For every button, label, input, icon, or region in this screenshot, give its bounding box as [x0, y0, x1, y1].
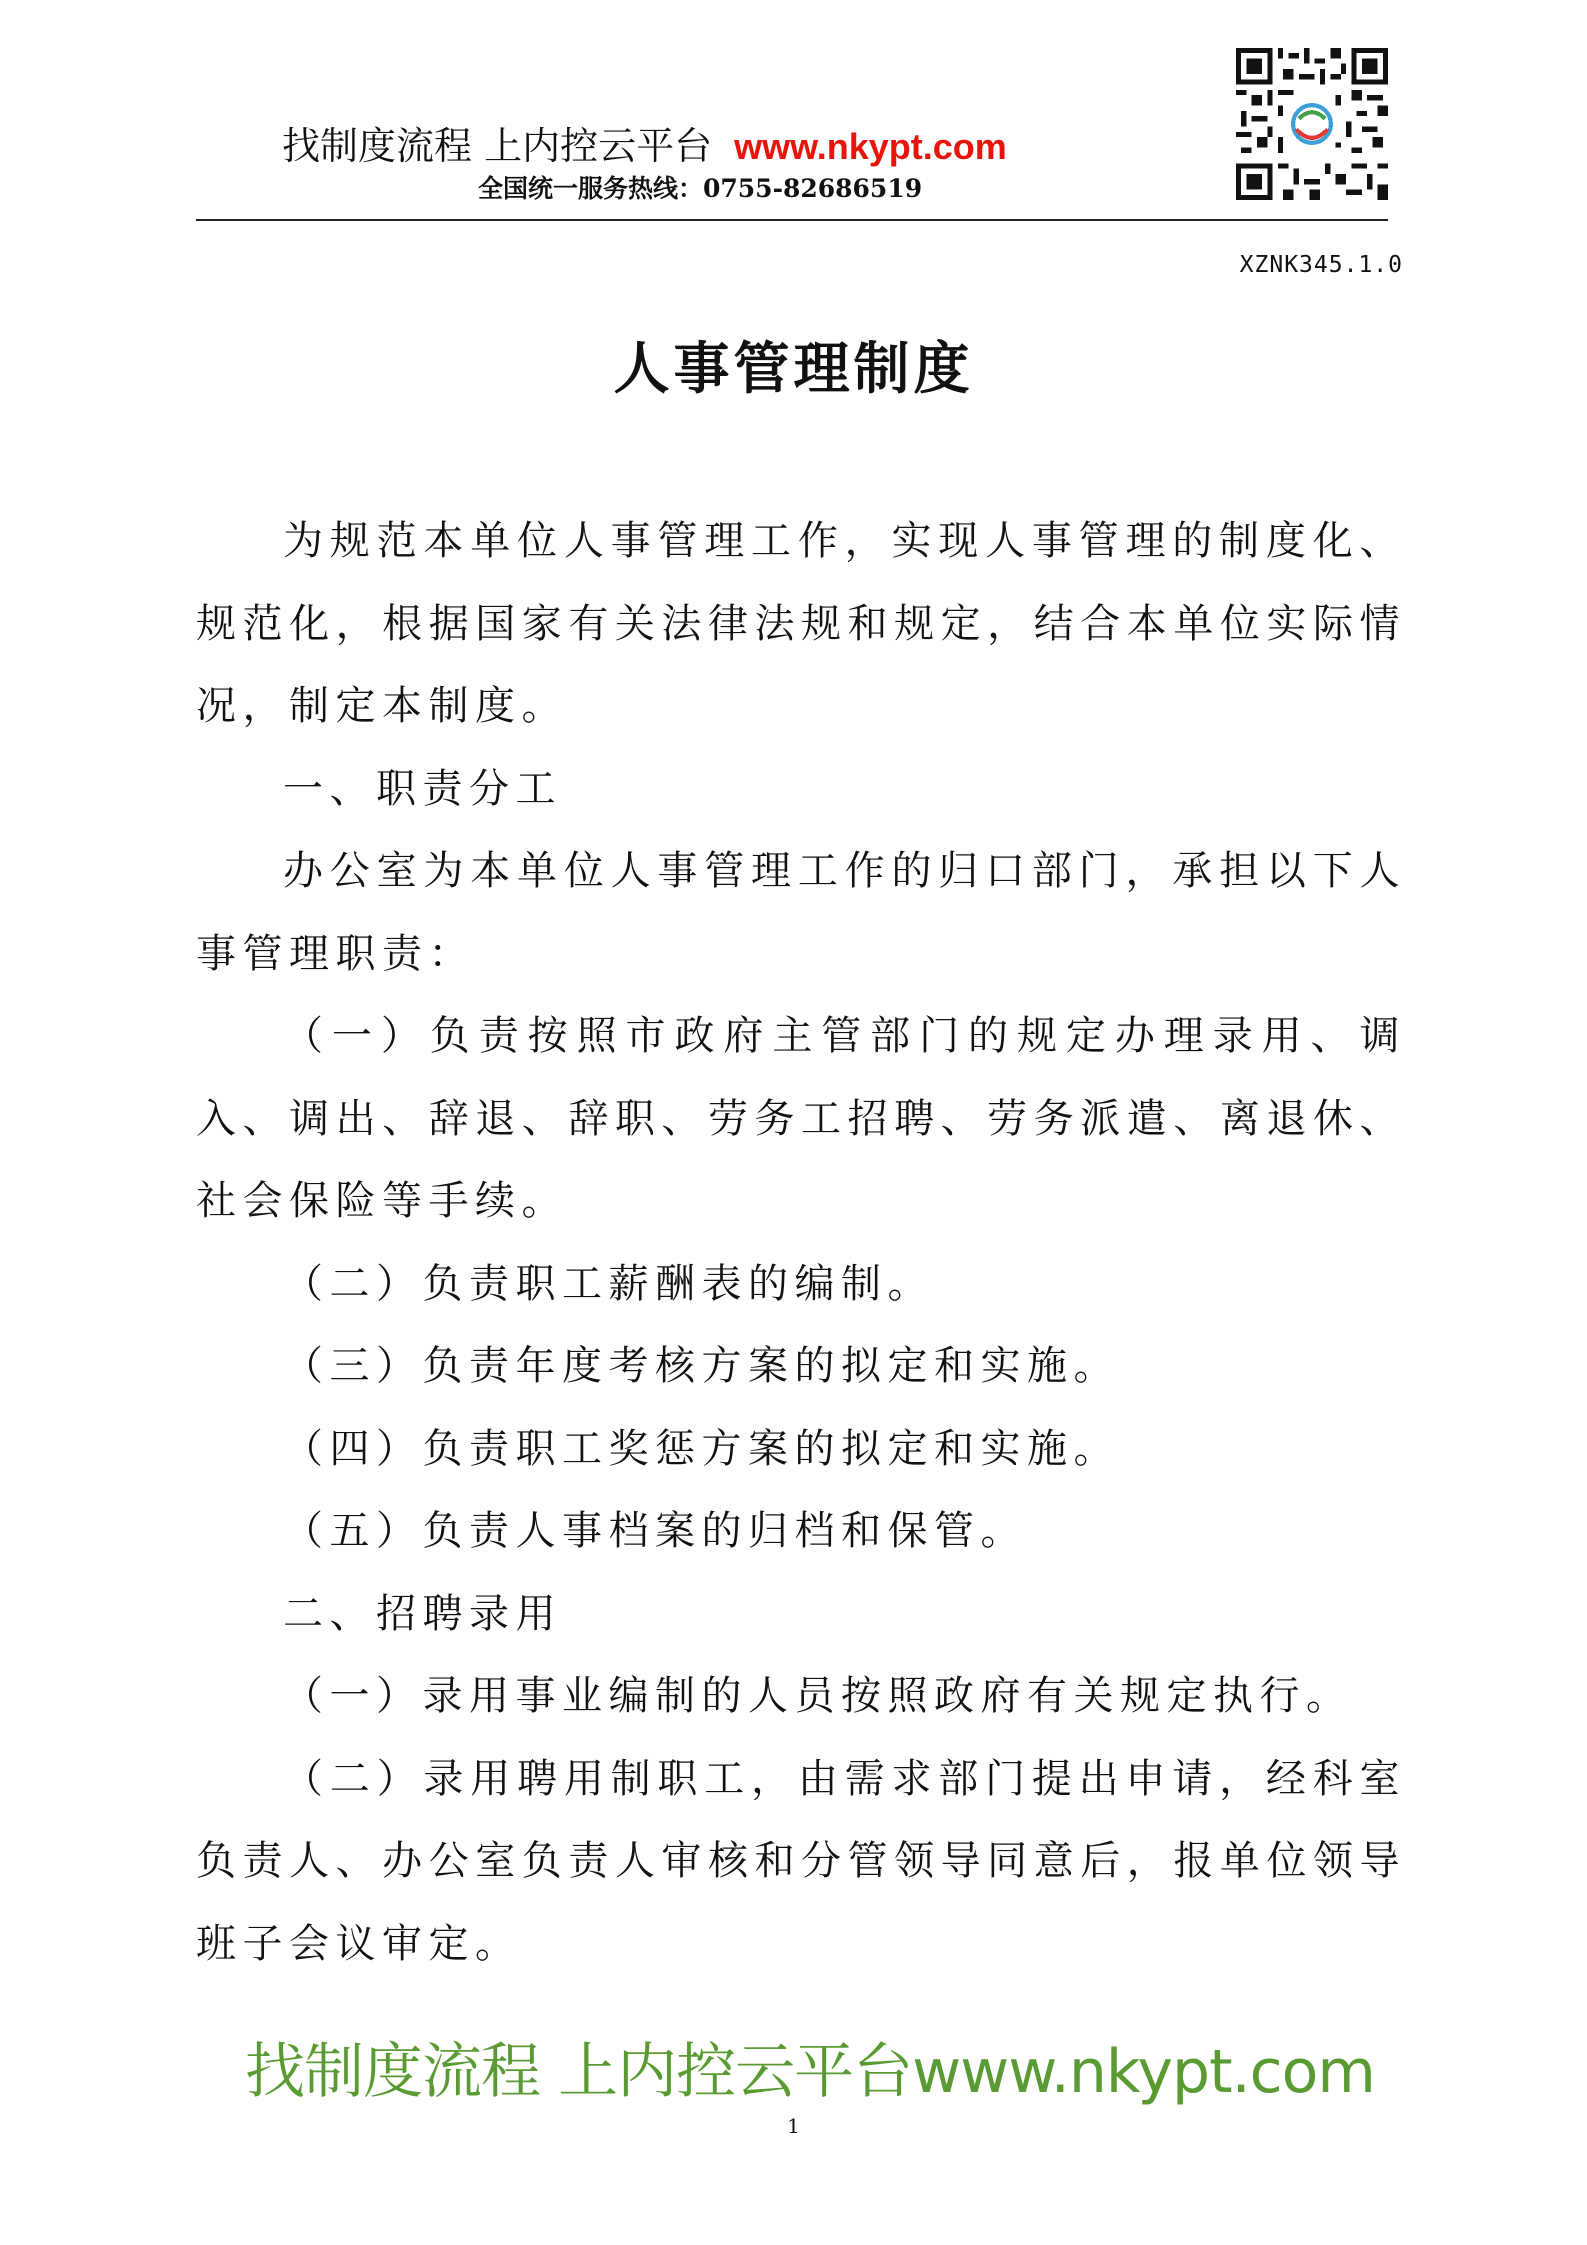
- list-item: （五）负责人事档案的归档和保管。: [283, 1508, 1027, 1554]
- section-heading-responsibilities: 一、职责分工: [283, 765, 562, 812]
- document-body: [196, 500, 1406, 1985]
- header-hotline: 全国统一服务热线：0755-82686519: [478, 174, 923, 203]
- header-url-link[interactable]: www.nkypt.com: [734, 126, 1007, 167]
- document-title: 人事管理制度: [613, 337, 974, 402]
- list-item: （一）录用事业编制的人员按照政府有关规定执行。: [283, 1673, 1353, 1719]
- page-number: 1: [787, 2114, 800, 2138]
- footer-slogan: 找制度流程 上内控云平台www.nkypt.com: [245, 2037, 1375, 2107]
- list-item: （一）负责按照市政府主管部门的规定办理录用、调入、调出、辞退、辞职、劳务工招聘、劳务派遣、离退休、社会保险等手续。: [196, 1013, 1406, 1224]
- list-item: （二）录用聘用制职工，由需求部门提出申请，经科室负责人、办公室负责人审核和分管领导同意后，报单位领导班子会议审定。: [196, 1755, 1406, 1967]
- qr-code-icon: [1236, 48, 1388, 200]
- paragraph-office-duties: 办公室为本单位人事管理工作的归口部门，承担以下人事管理职责：: [196, 848, 1406, 977]
- header-slogan-text: 找制度流程 上内控云平台: [282, 124, 713, 168]
- list-item: （四）负责职工奖惩方案的拟定和实施。: [283, 1425, 1120, 1472]
- section-heading-recruitment: 二、招聘录用: [283, 1590, 562, 1637]
- list-item: （三）负责年度考核方案的拟定和实施。: [283, 1343, 1120, 1389]
- header-slogan: [282, 118, 1007, 175]
- list-item: （二）负责职工薪酬表的编制。: [283, 1260, 934, 1307]
- header-divider: [196, 219, 1388, 221]
- paragraph-intro: 为规范本单位人事管理工作，实现人事管理的制度化、规范化，根据国家有关法律法规和规定，结合本单位实际情况，制定本制度。: [196, 518, 1406, 729]
- document-code: XZNK345.1.0: [1239, 252, 1403, 278]
